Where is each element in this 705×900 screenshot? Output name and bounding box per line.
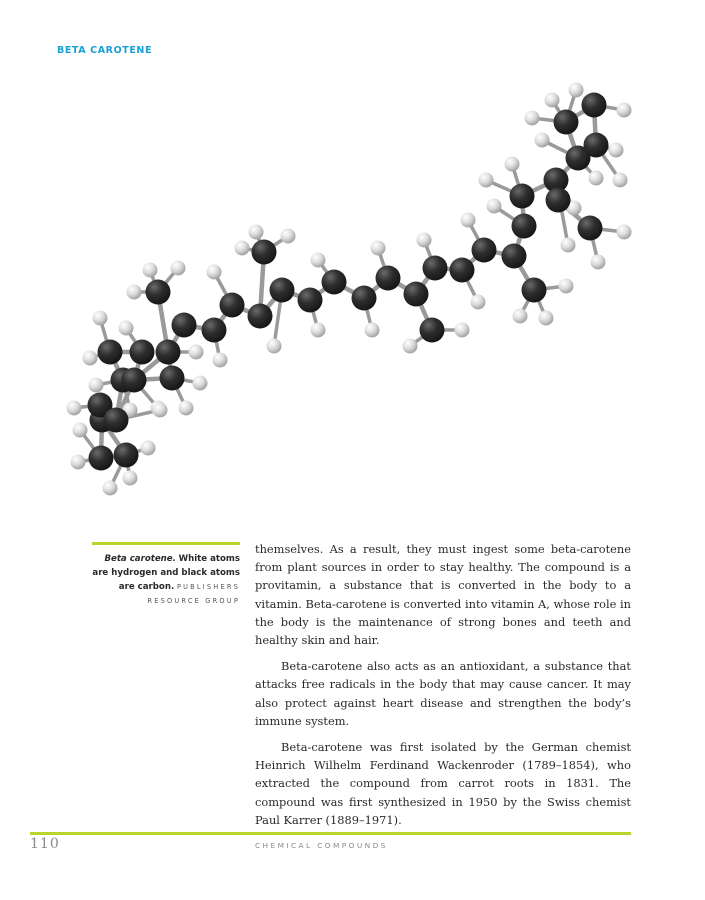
hydrogen-atom [505, 157, 520, 172]
hydrogen-atom [83, 351, 98, 366]
page-number: 110 [30, 836, 60, 852]
hydrogen-atom [609, 143, 624, 158]
hydrogen-atom [569, 83, 584, 98]
hydrogen-atom [153, 403, 168, 418]
carbon-atom [420, 318, 445, 343]
hydrogen-atom [403, 339, 418, 354]
carbon-atom [584, 133, 609, 158]
carbon-atom [554, 110, 579, 135]
carbon-atom [404, 282, 429, 307]
hydrogen-atom [189, 345, 204, 360]
hydrogen-atom [417, 233, 432, 248]
hydrogen-atom [93, 311, 108, 326]
carbon-atom [472, 238, 497, 263]
carbon-atom [522, 278, 547, 303]
caption-credit: PUBLISHERS RESOURCE GROUP [147, 583, 240, 605]
carbon-atom [160, 366, 185, 391]
hydrogen-atom [207, 265, 222, 280]
carbon-atom [252, 240, 277, 265]
hydrogen-atom [479, 173, 494, 188]
running-header: BETA CAROTENE [57, 45, 153, 56]
hydrogen-atom [617, 103, 632, 118]
hydrogen-atom [89, 378, 104, 393]
carbon-atom [130, 340, 155, 365]
carbon-atom [322, 270, 347, 295]
hydrogen-atom [71, 455, 86, 470]
carbon-atom [220, 293, 245, 318]
hydrogen-atom [461, 213, 476, 228]
carbon-atom [172, 313, 197, 338]
hydrogen-atom [141, 441, 156, 456]
carbon-atom [376, 266, 401, 291]
carbon-atom [202, 318, 227, 343]
beta-carotene-molecule-figure [0, 60, 705, 510]
hydrogen-atom [281, 229, 296, 244]
body-text [255, 540, 631, 837]
carbon-atom [89, 446, 114, 471]
hydrogen-atom [371, 241, 386, 256]
hydrogen-atom [539, 311, 554, 326]
caption-text: White atoms are hydrogen and black atoms are carbon. [92, 554, 240, 592]
carbon-atom [98, 340, 123, 365]
hydrogen-atom [487, 199, 502, 214]
paragraph-3: Beta-carotene was first isolated by the German chemist Heinrich Wilhelm Ferdinand Wackenroder (1789–1854), who extracted the compound from carrot roots in 1831. The compound was first synthesized in 1950 by the Swiss chemist Paul Karrer (1889–1971). [255, 740, 631, 827]
hydrogen-atom [193, 376, 208, 391]
hydrogen-atom [525, 111, 540, 126]
hydrogen-atom [127, 285, 142, 300]
hydrogen-atom [67, 401, 82, 416]
carbon-atom [146, 280, 171, 305]
hydrogen-atom [123, 471, 138, 486]
hydrogen-atom [613, 173, 628, 188]
carbon-atom [502, 244, 527, 269]
hydrogen-atom [455, 323, 470, 338]
hydrogen-atom [119, 321, 134, 336]
carbon-atom [352, 286, 377, 311]
footer-rule [30, 832, 631, 835]
hydrogen-atom [513, 309, 528, 324]
hydrogen-atom [365, 323, 380, 338]
paragraph-2: Beta-carotene also acts as an antioxidant, a substance that attacks free radicals in the body that may cause cancer. It may also protect against heart disease and strengthen the body’s immune system. [255, 659, 631, 728]
carbon-atom [546, 188, 571, 213]
carbon-atom [104, 408, 129, 433]
carbon-atom [156, 340, 181, 365]
footer-book-title: CHEMICAL COMPOUNDS [255, 841, 388, 850]
carbon-atom [578, 216, 603, 241]
hydrogen-atom [103, 481, 118, 496]
carbon-atom [512, 214, 537, 239]
hydrogen-atom [535, 133, 550, 148]
hydrogen-atom [545, 93, 560, 108]
hydrogen-atom [311, 323, 326, 338]
carbon-atom [114, 443, 139, 468]
hydrogen-atom [617, 225, 632, 240]
hydrogen-atom [471, 295, 486, 310]
hydrogen-atom [235, 241, 250, 256]
carbon-atom [248, 304, 273, 329]
carbon-atom [298, 288, 323, 313]
hydrogen-atom [267, 339, 282, 354]
figure-caption [92, 552, 240, 608]
hydrogen-atom [561, 238, 576, 253]
hydrogen-atom [179, 401, 194, 416]
hydrogen-atom [171, 261, 186, 276]
carbon-atom [510, 184, 535, 209]
caption-title: Beta carotene. [104, 554, 176, 564]
hydrogen-atom [311, 253, 326, 268]
paragraph-1: themselves. As a result, they must ingest some beta-carotene from plant sources in order to stay healthy. The compound is a provitamin, a substance that is converted in the body to a vitamin. Beta-carotene is converted into vitamin A, whose role in the body is the maintenance of strong bones and teeth and healthy skin and hair. [255, 542, 631, 648]
caption-rule [92, 542, 240, 545]
hydrogen-atom [589, 171, 604, 186]
carbon-atom [270, 278, 295, 303]
carbon-atom [450, 258, 475, 283]
hydrogen-atom [143, 263, 158, 278]
carbon-atom [582, 93, 607, 118]
hydrogen-atom [559, 279, 574, 294]
carbon-atom [122, 368, 147, 393]
hydrogen-atom [249, 225, 264, 240]
carbon-atom [423, 256, 448, 281]
hydrogen-atom [213, 353, 228, 368]
hydrogen-atom [591, 255, 606, 270]
hydrogen-atom [73, 423, 88, 438]
